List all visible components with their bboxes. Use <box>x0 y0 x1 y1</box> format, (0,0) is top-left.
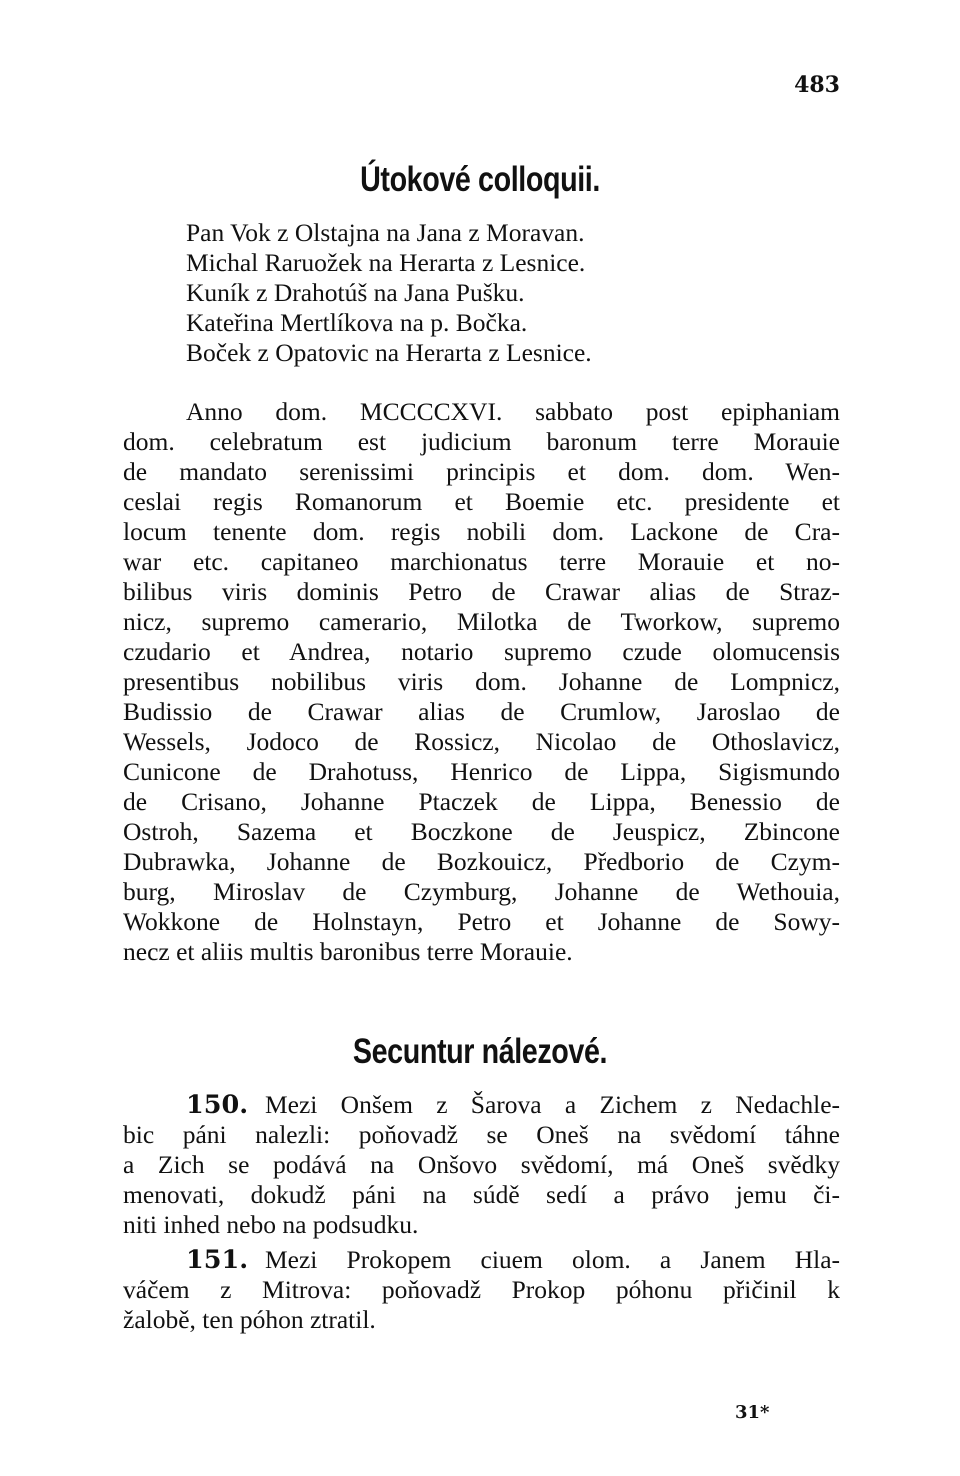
paragraph-line: žalobě, ten póhon ztratil. <box>123 1305 376 1334</box>
list-item: Kuník z Drahotúš na Jana Pušku. <box>186 278 525 307</box>
list-item: Kateřina Mertlíkova na p. Bočka. <box>186 308 528 337</box>
paragraph-line: váčem z Mitrova: poňovadž Prokop póhonu přičinil k <box>123 1275 840 1304</box>
paragraph-line: war etc. capitaneo marchionatus terre Morauie et no- <box>123 547 840 576</box>
paragraph-line: Mezi Prokopem ciuem olom. a Janem Hla- <box>265 1245 840 1274</box>
paragraph-line: presentibus nobilibus viris dom. Johanne de Lompnicz, <box>123 667 840 696</box>
signature-mark: 31* <box>735 1402 770 1423</box>
paragraph-line: necz et aliis multis baronibus terre Morauie. <box>123 937 573 966</box>
paragraph-line: Dubrawka, Johanne de Bozkouicz, Předborio de Czym- <box>123 847 840 876</box>
paragraph-151-first-line <box>186 1245 840 1275</box>
list-item: Michal Raruožek na Herarta z Lesnice. <box>186 248 586 277</box>
list-item: Pan Vok z Olstajna na Jana z Moravan. <box>186 218 585 247</box>
paragraph-line: ceslai regis Romanorum et Boemie etc. presidente et <box>123 487 840 516</box>
paragraph-line: czudario et Andrea, notario supremo czude olomucensis <box>123 637 840 666</box>
paragraph-line: Wessels, Jodoco de Rossicz, Nicolao de Othoslavicz, <box>123 727 840 756</box>
section-heading-secuntur: Secuntur nálezové. <box>352 1032 608 1071</box>
paragraph-number: 151. <box>186 1245 249 1275</box>
paragraph-line: Mezi Onšem z Šarova a Zichem z Nedachle- <box>265 1090 840 1119</box>
paragraph-line: niti inhed nebo na podsudku. <box>123 1210 419 1239</box>
paragraph-line: de Crisano, Johanne Ptaczek de Lippa, Benessio de <box>123 787 840 816</box>
paragraph-line: menovati, dokudž páni na súdě sedí a právo jemu či- <box>123 1180 840 1209</box>
paragraph-number: 150. <box>186 1090 249 1120</box>
paragraph-line: Wokkone de Holnstayn, Petro et Johanne de Sowy- <box>123 907 840 936</box>
section-heading-utokove: Útokové colloquii. <box>360 160 600 199</box>
paragraph-line: Budissio de Crawar alias de Crumlow, Jaroslao de <box>123 697 840 726</box>
page-number: 483 <box>794 72 840 98</box>
paragraph-line: burg, Miroslav de Czymburg, Johanne de Wethouia, <box>123 877 840 906</box>
paragraph-line: Cunicone de Drahotuss, Henrico de Lippa, Sigismundo <box>123 757 840 786</box>
paragraph-line: bilibus viris dominis Petro de Crawar alias de Straz- <box>123 577 840 606</box>
paragraph-line: bic páni nalezli: poňovadž se Oneš na svědomí táhne <box>123 1120 840 1149</box>
paragraph-line: a Zich se podává na Onšovo svědomí, má Oneš svědky <box>123 1150 840 1179</box>
paragraph-line: de mandato serenissimi principis et dom. dom. Wen- <box>123 457 840 486</box>
paragraph-line: dom. celebratum est judicium baronum terre Morauie <box>123 427 840 456</box>
paragraph-line: Anno dom. MCCCCXVI. sabbato post epiphaniam <box>186 397 840 426</box>
paragraph-150-first-line <box>186 1090 840 1120</box>
list-item: Boček z Opatovic na Herarta z Lesnice. <box>186 338 592 367</box>
paragraph-line: nicz, supremo camerario, Milotka de Tworkow, supremo <box>123 607 840 636</box>
paragraph-line: Ostroh, Sazema et Boczkone de Jeuspicz, Zbincone <box>123 817 840 846</box>
paragraph-line: locum tenente dom. regis nobili dom. Lackone de Cra- <box>123 517 840 546</box>
